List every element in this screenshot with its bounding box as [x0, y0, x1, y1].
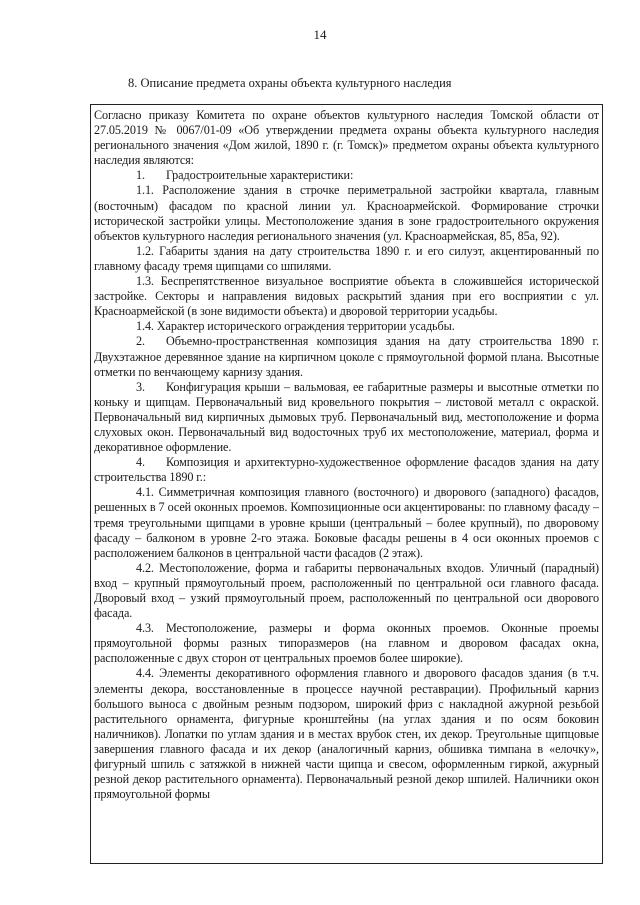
paragraph-4-2: 4.2. Местоположение, форма и габариты первоначальных входов. Уличный (парадный) вход – крупный прямоугольный проем, расположенный по центральной оси главного фасада. Дворовый вход – узкий прямоугольный проем, расположенный по центральной оси дворового фасада. [94, 560, 600, 621]
paragraph-1-3: 1.3. Беспрепятственное визуальное восприятие объекта в сложившейся исторической застройке. Секторы и направления видовых раскрытий здания при его восприятии с ул. Красноармейской (в зоне видимости объекта) и дворовой территории усадьбы. [94, 274, 599, 319]
protection-subject-text [94, 108, 599, 802]
intro-paragraph: Согласно приказу Комитета по охране объектов культурного наследия Томской области от 27.05.2019 № 0067/01-09 «Об утверждении предмета охраны объекта культурного наследия регионального значения «Дом жилой, 1890 г. (г. Томск)» предметом охраны объекта культурного наследия являются: [94, 108, 599, 168]
paragraph-4: 4. Композиция и архитектурно-художественное оформление фасадов здания на дату строительства 1890 г.: [94, 455, 599, 485]
paragraph-4-4: 4.4. Элементы декоративного оформления главного и дворового фасадов здания (в т.ч. элементы декора, восстановленные в процессе научной реставрации). Профильный карниз большого выноса с двойным резным подзором, широкий фриз с накладной ажурной резьбой растительного орнамента, фигурные кронштейны (на углах здания и по осям боковин наличников). Лопатки по углам здания и в местах врубок стен, их декор. Треугольные щипцовые завершения главного фасада и их декор (аналогичный карниз, обшивка тимпана в «елочку», фигурный шпиль с затяжкой в нижней части щипца и свесом, оформленным гиркой, ажурный резной декор растительного орнамента). Первоначальный резной декор шпилей. Наличники окон прямоугольной формы [94, 666, 599, 802]
paragraph-4-1: 4.1. Симметричная композиция главного (восточного) и дворового (западного) фасадов, решенных в 7 осей оконных проемов. Композиционные оси акцентированы: по главному фасаду – тремя треугольными щипцами в уровне крыши (центральный – более крупный), по дворовому фасаду – балконом в уровне 2-го этажа. Боковые фасады решены в 4 оси оконных проемов с расположением балконов в центральной части фасадов (2 этаж). [94, 485, 599, 560]
paragraph-1: 1. Градостроительные характеристики: [136, 168, 354, 183]
protection-subject-frame [90, 104, 603, 864]
section-title: 8. Описание предмета охраны объекта культурного наследия [128, 76, 452, 90]
paragraph-2: 2. Объемно-пространственная композиция здания на дату строительства 1890 г. Двухэтажное деревянное здание на кирпичном цоколе с прямоугольной формой плана. Высотные отметки по венчающему карнизу здания. [94, 334, 599, 379]
page-number: 14 [313, 27, 327, 42]
paragraph-4-3: 4.3. Местоположение, размеры и форма оконных проемов. Оконные проемы прямоугольной формы разных типоразмеров (на главном и дворовом фасадах окна, расположенные с двух сторон от центральных проемов более широкие). [94, 621, 599, 666]
paragraph-1-4: 1.4. Характер исторического ограждения территории усадьбы. [136, 319, 455, 334]
paragraph-3: 3. Конфигурация крыши – вальмовая, ее габаритные размеры и высотные отметки по коньку и щипцам. Первоначальный вид кровельного покрытия – листовой металл с окраской. Первоначальный вид кирпичных дымовых труб. Первоначальный вид, местоположение и форма слуховых окон. Первоначальный вид водосточных труб их местоположение, материал, форма и декоративное оформление. [94, 379, 599, 455]
paragraph-1-1: 1.1. Расположение здания в строчке периметральной застройки квартала, главным (восточным) фасадом по красной линии ул. Красноармейской. Формирование строчки исторической застройки улицы. Местоположение здания в зоне градостроительного окружения объектов культурного наследия регионального значения (ул. Красноармейская, 85, 85а, 92). [94, 183, 599, 243]
paragraph-1-2: 1.2. Габариты здания на дату строительства 1890 г. и его силуэт, акцентированный по главному фасаду тремя щипцами со шпилями. [94, 243, 599, 273]
